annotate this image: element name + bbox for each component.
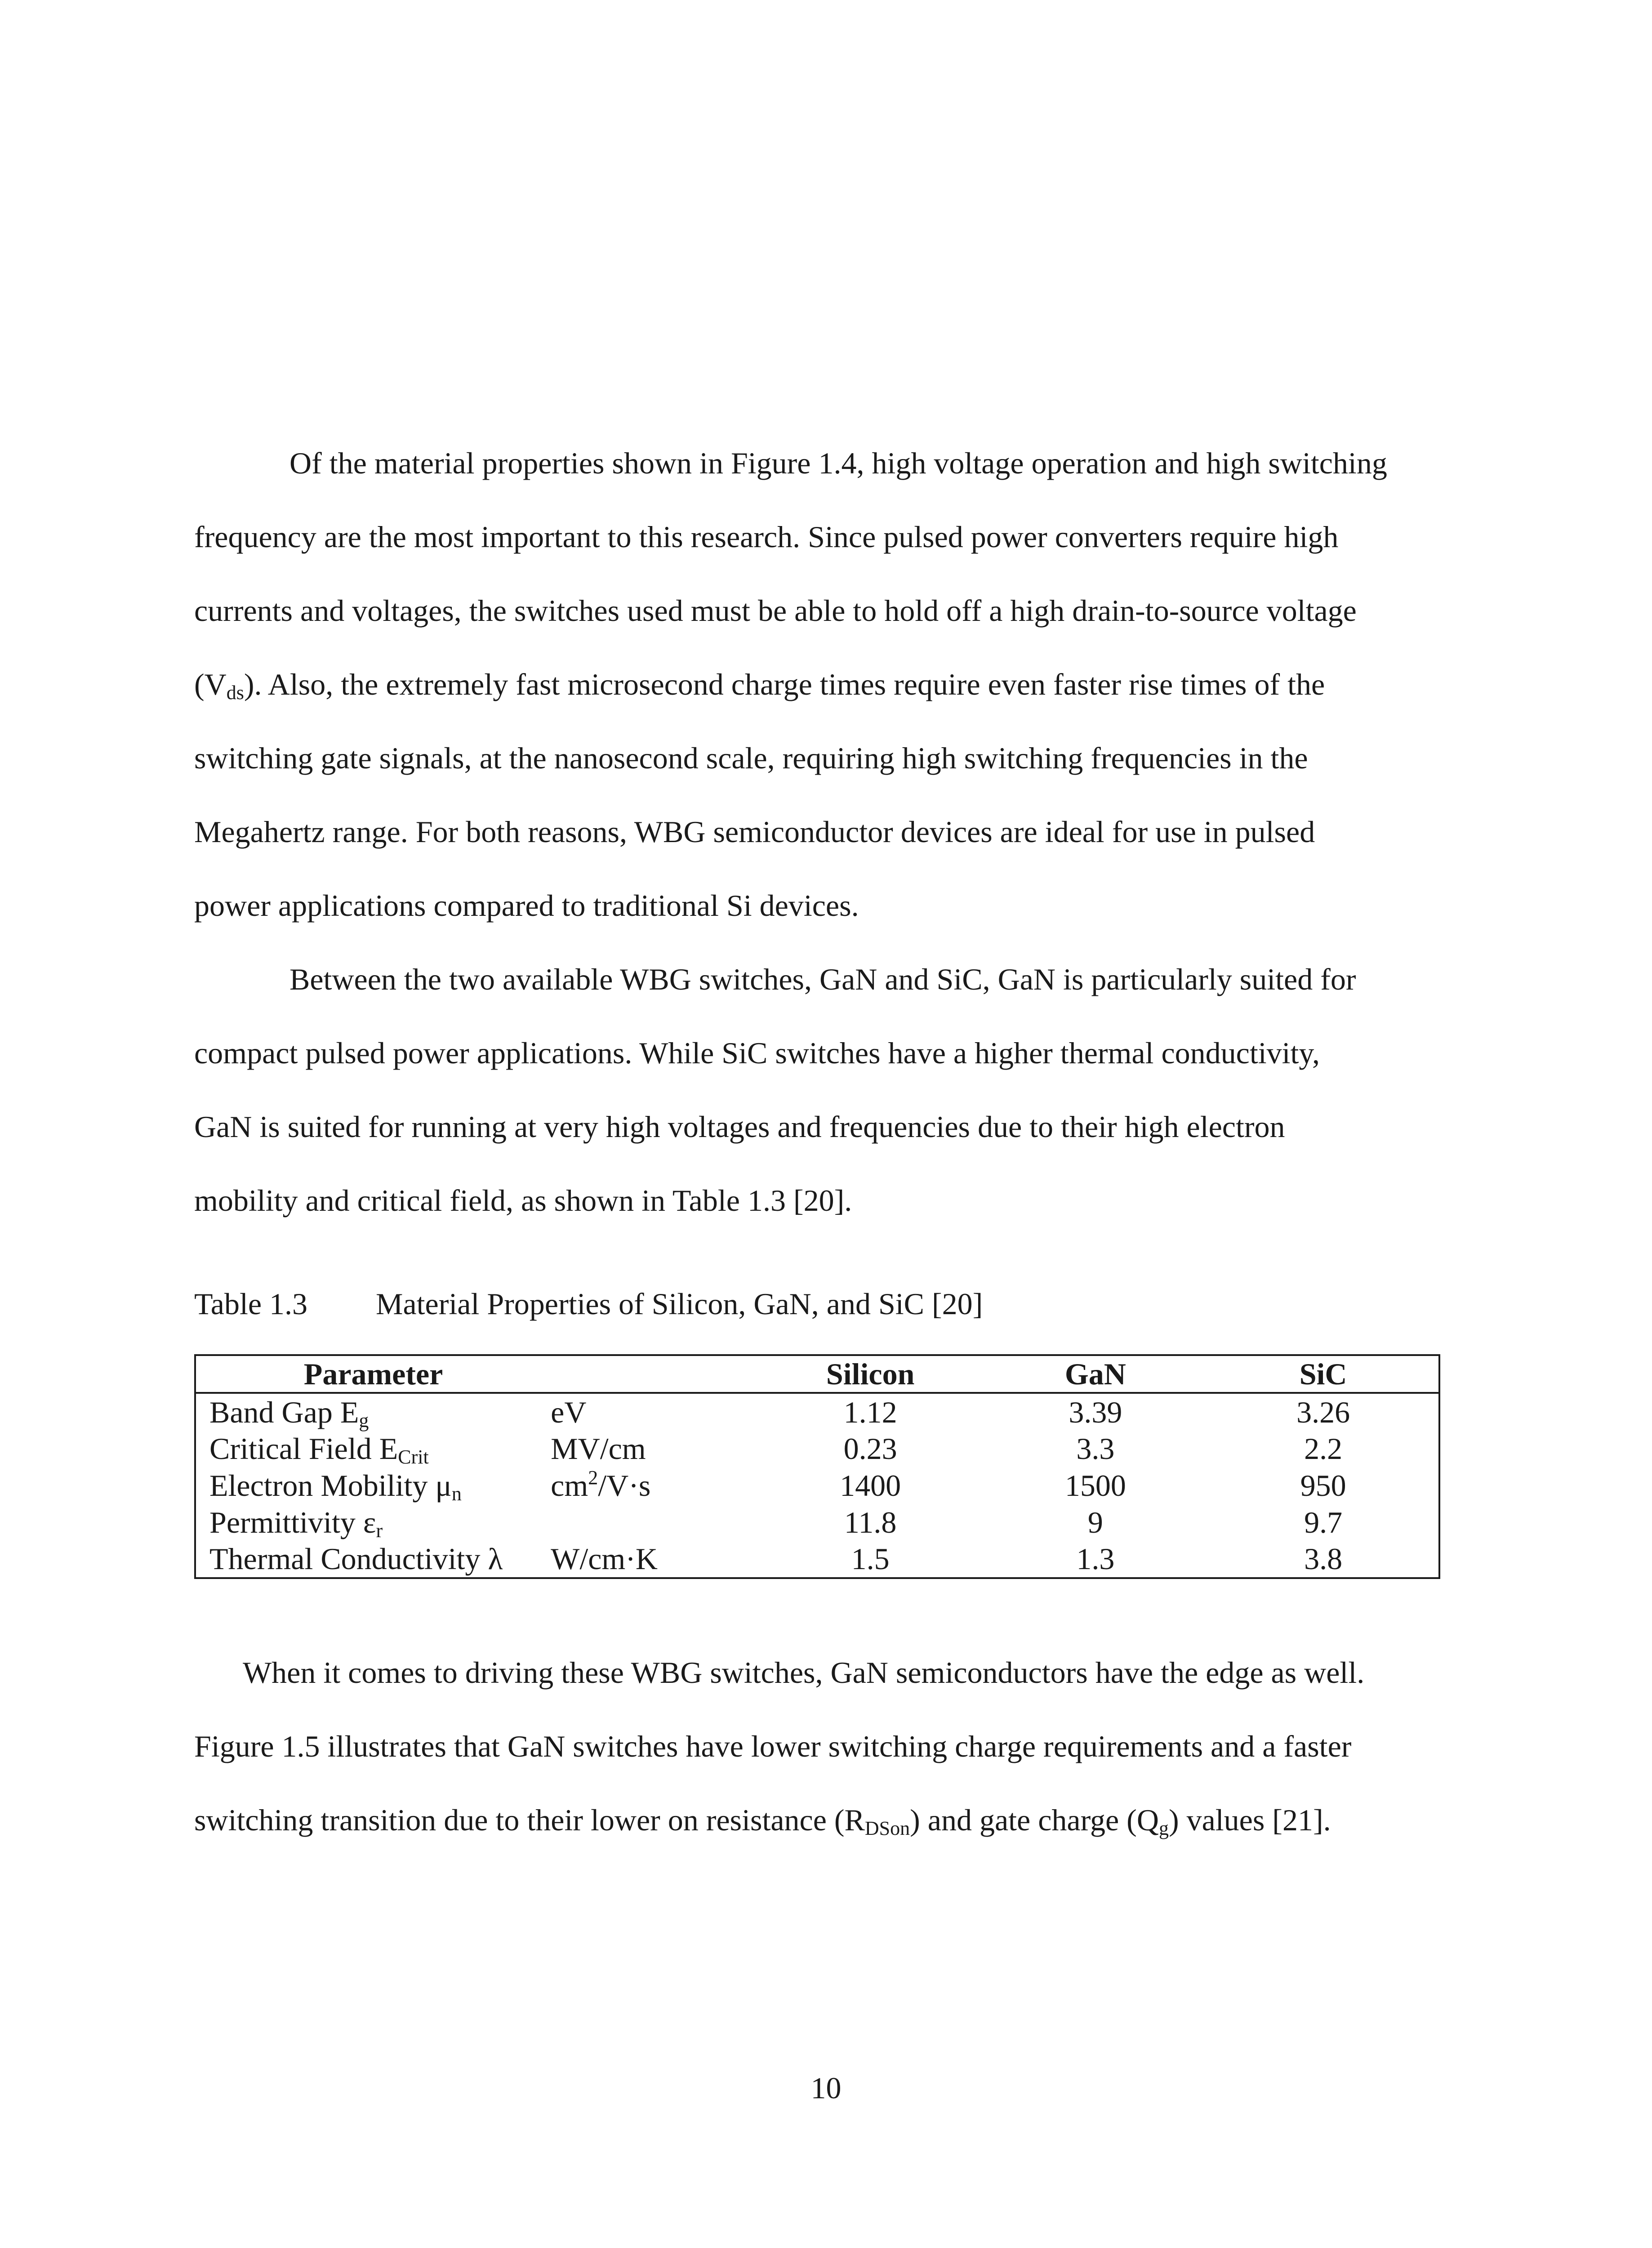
unit-text: W/cm·K: [551, 1542, 658, 1576]
unit-rest: /V·s: [598, 1468, 651, 1503]
silicon-cell: 1400: [840, 1468, 901, 1503]
header-gan: GaN: [1064, 1357, 1126, 1391]
unit-cell: [551, 1504, 758, 1541]
page-number: 10: [810, 2071, 842, 2105]
param-cell: [195, 1431, 551, 1467]
unit-cell: [551, 1393, 758, 1431]
header-silicon: Silicon: [826, 1357, 915, 1391]
paragraph-1-line-3: currents and voltages, the switches used must be able to hold off a high drain-to-source voltage: [194, 593, 1357, 628]
sic-cell: 2.2: [1304, 1432, 1343, 1466]
paragraph-1-line-5: switching gate signals, at the nanosecond scale, requiring high switching frequencies in the: [194, 741, 1308, 775]
silicon-cell: 0.23: [843, 1432, 897, 1466]
silicon-cell: 1.5: [851, 1542, 890, 1576]
unit-cell: [551, 1467, 758, 1504]
unit-cell: [551, 1540, 758, 1578]
text-fragment: ) values [21].: [1168, 1803, 1331, 1837]
paragraph-2-line-1: Between the two available WBG switches, GaN and SiC, GaN is particularly suited for: [289, 962, 1356, 996]
table-label: Table 1.3: [194, 1287, 308, 1321]
paragraph-1-line-4: [194, 666, 1325, 702]
table-row: [195, 1467, 1439, 1504]
unit-text: cm: [551, 1468, 588, 1503]
table-title: Material Properties of Silicon, GaN, and SiC [20]: [376, 1287, 983, 1321]
silicon-cell: 11.8: [844, 1505, 897, 1539]
header-sic: SiC: [1299, 1357, 1347, 1391]
gan-cell: 9: [1087, 1505, 1103, 1539]
table-row: [195, 1431, 1439, 1467]
paragraph-1-line-2: frequency are the most important to this research. Since pulsed power converters require high: [194, 520, 1339, 554]
param-subscript: g: [359, 1409, 369, 1432]
paragraph-3-line-2: Figure 1.5 illustrates that GaN switches have lower switching charge requirements and a faster: [194, 1729, 1352, 1763]
material-properties-table: [194, 1354, 1440, 1579]
paragraph-1-line-6: Megahertz range. For both reasons, WBG semiconductor devices are ideal for use in pulsed: [194, 815, 1315, 849]
text-fragment: ). Also, the extremely fast microsecond charge times require even faster rise times of the: [244, 667, 1325, 701]
param-subscript: Crit: [398, 1446, 429, 1468]
unit-cell: [551, 1431, 758, 1467]
gan-cell: 3.3: [1076, 1432, 1115, 1466]
paragraph-2-line-4: mobility and critical field, as shown in Table 1.3 [20].: [194, 1183, 852, 1218]
subscript: g: [1158, 1817, 1169, 1839]
subscript: DSon: [864, 1817, 910, 1839]
text-fragment: (V: [194, 667, 227, 701]
unit-text: eV: [551, 1395, 587, 1429]
header-parameter: Parameter: [303, 1357, 443, 1391]
param-text: Electron Mobility μ: [209, 1468, 452, 1503]
text-fragment: switching transition due to their lower on resistance (R: [194, 1803, 865, 1837]
param-text: Critical Field E: [209, 1432, 398, 1466]
gan-cell: 1500: [1064, 1468, 1126, 1503]
param-cell: [195, 1540, 551, 1578]
table-row: [195, 1393, 1439, 1431]
unit-text: MV/cm: [551, 1432, 646, 1466]
sic-cell: 950: [1300, 1468, 1346, 1503]
paragraph-3-line-3: [194, 1802, 1331, 1838]
paragraph-2-line-2: compact pulsed power applications. While SiC switches have a higher thermal conductivity,: [194, 1036, 1320, 1070]
param-text: Band Gap E: [209, 1395, 359, 1429]
table-header-row: [195, 1355, 1439, 1393]
param-cell: [195, 1467, 551, 1504]
subscript: ds: [226, 682, 244, 704]
table-row: [195, 1504, 1439, 1541]
gan-cell: 3.39: [1069, 1395, 1122, 1429]
unit-superscript: 2: [588, 1466, 598, 1489]
header-unit: [551, 1355, 758, 1393]
paragraph-3-line-1: When it comes to driving these WBG switches, GaN semiconductors have the edge as well.: [243, 1655, 1365, 1690]
param-cell: [195, 1393, 551, 1431]
param-cell: [195, 1504, 551, 1541]
sic-cell: 3.8: [1304, 1542, 1343, 1576]
param-subscript: n: [451, 1482, 462, 1505]
sic-cell: 3.26: [1296, 1395, 1350, 1429]
silicon-cell: 1.12: [843, 1395, 897, 1429]
paragraph-1-line-7: power applications compared to traditional Si devices.: [194, 888, 859, 923]
table-caption: [194, 1286, 983, 1322]
paragraph-2-line-3: GaN is suited for running at very high voltages and frequencies due to their high electron: [194, 1110, 1285, 1144]
param-subscript: r: [376, 1519, 383, 1542]
gan-cell: 1.3: [1076, 1542, 1115, 1576]
text-fragment: ) and gate charge (Q: [910, 1803, 1159, 1837]
table-row: [195, 1540, 1439, 1578]
sic-cell: 9.7: [1304, 1505, 1343, 1539]
param-text: Thermal Conductivity λ: [209, 1542, 503, 1576]
param-text: Permittivity ε: [209, 1505, 376, 1539]
paragraph-1-line-1: Of the material properties shown in Figure 1.4, high voltage operation and high switching: [289, 446, 1387, 480]
